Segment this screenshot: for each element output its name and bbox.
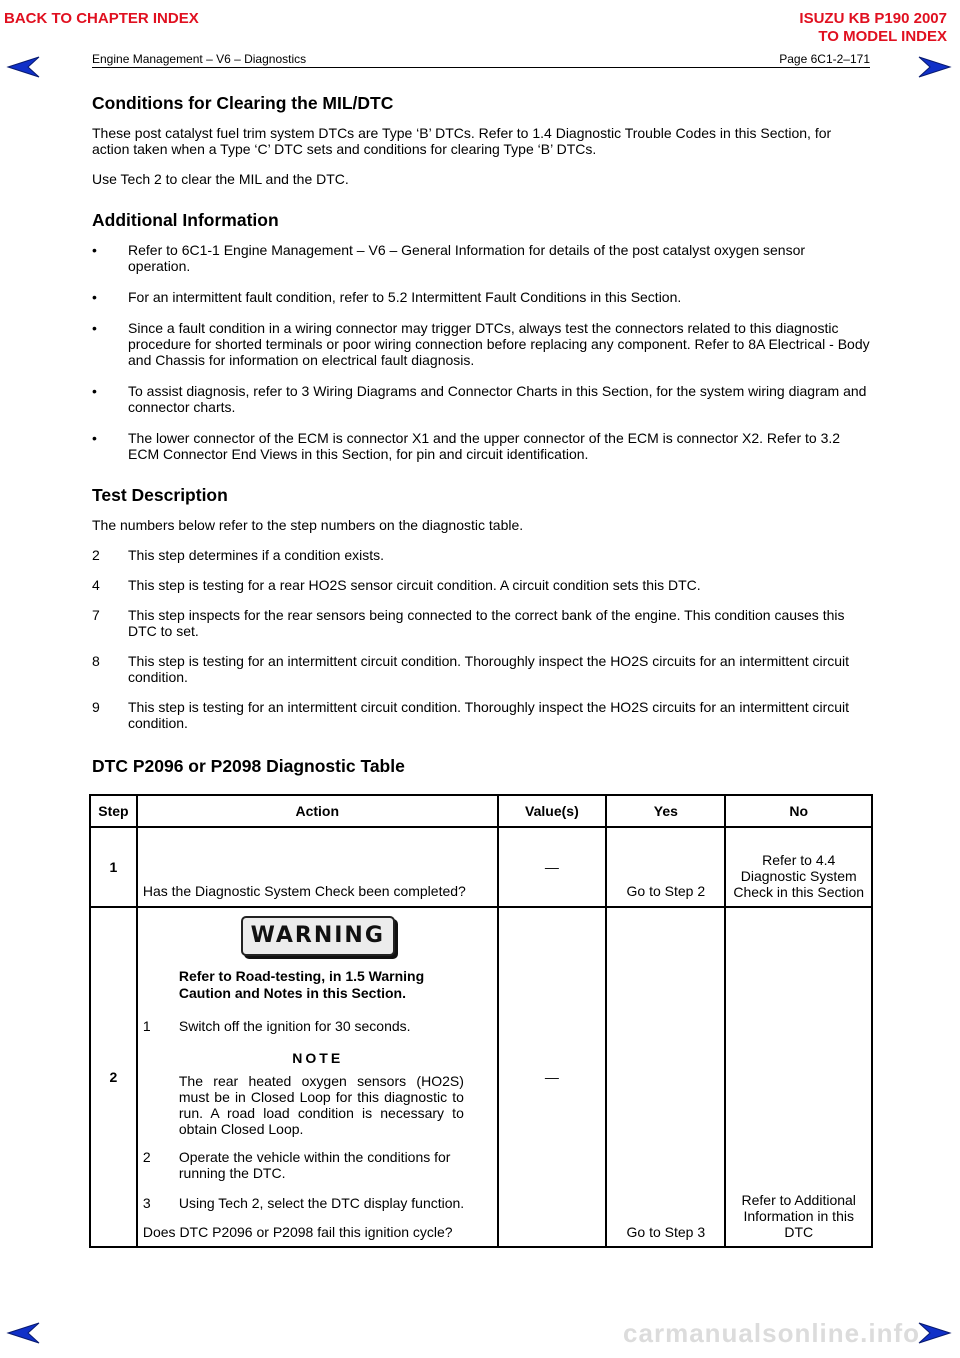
header-no: No — [725, 795, 872, 827]
test-item — [92, 547, 870, 563]
bullet-text: To assist diagnosis, refer to 3 Wiring Diagrams and Connector Charts in this Section, for the system wiring diagram and connector charts. — [128, 383, 867, 415]
bullet-text: Since a fault condition in a wiring connector may trigger DTCs, always test the connectors related to this diagnostic procedure for shorted terminals or poor wiring connection before replacing any component. Refer to 8A Electrical - Body and Chassis for information on electrical fault diagnosis. — [128, 320, 870, 368]
next-page-arrow-top[interactable] — [918, 56, 952, 83]
warning-block — [143, 916, 493, 956]
test-item — [92, 607, 870, 639]
bullet-dot: • — [92, 430, 97, 446]
running-header-title: Engine Management – V6 – Diagnostics — [92, 52, 307, 66]
bullet-dot: • — [92, 320, 97, 336]
test-item-text: This step inspects for the rear sensors being connected to the correct bank of the engine. This condition causes this DTC to set. — [128, 607, 845, 639]
test-item-number: 4 — [92, 577, 100, 593]
page-content — [92, 92, 870, 777]
test-item-number: 8 — [92, 653, 100, 669]
section-title-table: DTC P2096 or P2098 Diagnostic Table — [92, 756, 405, 776]
action-step-number: 2 — [142, 1149, 151, 1165]
bullet-item — [92, 289, 870, 305]
clearing-tech2-paragraph: Use Tech 2 to clear the MIL and the DTC. — [92, 171, 349, 187]
model-title: ISUZU KB P190 2007 — [799, 10, 947, 27]
bullet-text: For an intermittent fault condition, refer to 5.2 Intermittent Fault Conditions in this Section. — [128, 289, 682, 305]
diagnostic-table — [89, 794, 873, 1248]
header-values: Value(s) — [498, 795, 607, 827]
test-item-text: This step is testing for an intermittent circuit condition. Thoroughly inspect the HO2S circuits for an intermittent circuit condition. — [128, 699, 850, 731]
action-step-number: 3 — [142, 1195, 151, 1211]
table-row — [90, 827, 872, 907]
arrow-right-icon — [918, 1322, 952, 1344]
test-item-number: 9 — [92, 699, 100, 715]
bullet-text: The lower connector of the ECM is connector X1 and the upper connector of the ECM is connector X2. Refer to 3.2 ECM Connector End Views in this Section, for pin and circuit identification. — [128, 430, 841, 462]
step-number: 2 — [90, 907, 137, 1247]
bullet-dot: • — [92, 383, 97, 399]
test-item — [92, 577, 870, 593]
action-step-text: Switch off the ignition for 30 seconds. — [178, 1018, 411, 1034]
yes-cell: Go to Step 3 — [606, 907, 725, 1247]
bullet-item — [92, 242, 870, 274]
model-index-label: TO MODEL INDEX — [818, 28, 947, 45]
note-label: NOTE — [292, 1050, 344, 1066]
warning-badge: WARNING — [241, 916, 395, 956]
action-question: Does DTC P2096 or P2098 fail this ignition cycle? — [142, 1224, 453, 1240]
action-step-text: Using Tech 2, select the DTC display function. — [178, 1195, 465, 1211]
back-to-chapter-index-link[interactable]: BACK TO CHAPTER INDEX — [4, 10, 199, 27]
section-title-additional: Additional Information — [92, 210, 279, 230]
action-step-text: Operate the vehicle within the conditions for running the DTC. — [178, 1149, 451, 1181]
test-item — [92, 699, 870, 731]
test-item-number: 2 — [92, 547, 100, 563]
bullet-item — [92, 320, 870, 368]
bullet-item — [92, 383, 870, 415]
no-cell: Refer to 4.4 Diagnostic System Check in this Section — [725, 827, 872, 907]
table-header-row — [90, 795, 872, 827]
action-step — [143, 1018, 493, 1034]
bullet-dot: • — [92, 242, 97, 258]
action-step — [143, 1195, 493, 1211]
test-item-text: This step is testing for a rear HO2S sensor circuit condition. A circuit condition sets this DTC. — [128, 577, 701, 593]
test-item-text: This step determines if a condition exists. — [128, 547, 385, 563]
no-cell: Refer to Additional Information in this DTC — [725, 907, 872, 1247]
action-step-number: 1 — [142, 1018, 151, 1034]
bullet-dot: • — [92, 289, 97, 305]
test-intro: The numbers below refer to the step numbers on the diagnostic table. — [92, 517, 524, 533]
bullet-item — [92, 430, 870, 462]
note-text: The rear heated oxygen sensors (HO2S) must be in Closed Loop for this diagnostic to run. A road load condition is necessary to obtain Closed Loop. — [178, 1073, 464, 1137]
value-cell: — — [498, 827, 607, 907]
step-number: 1 — [90, 827, 137, 907]
table-row — [90, 907, 872, 1247]
watermark: carmanualsonline.info — [623, 1318, 920, 1348]
action-cell — [137, 907, 498, 1247]
header-step: Step — [90, 795, 137, 827]
next-page-arrow-bottom[interactable] — [918, 1322, 952, 1349]
prev-page-arrow-top[interactable] — [6, 56, 40, 83]
action-step — [143, 1149, 493, 1181]
header-action: Action — [137, 795, 498, 827]
arrow-right-icon — [918, 56, 952, 78]
page-number: Page 6C1-2–171 — [779, 52, 870, 66]
action-cell: Has the Diagnostic System Check been completed? — [137, 827, 498, 907]
value-cell: — — [498, 907, 607, 1247]
section-title-clearing: Conditions for Clearing the MIL/DTC — [92, 93, 394, 113]
to-model-index-link[interactable] — [799, 10, 947, 46]
test-item-number: 7 — [92, 607, 100, 623]
section-title-test: Test Description — [92, 485, 228, 505]
arrow-left-icon — [6, 56, 40, 78]
warning-text: Refer to Road-testing, in 1.5 Warning Caution and Notes in this Section. — [178, 968, 425, 1001]
clearing-paragraph: These post catalyst fuel trim system DTCs are Type ‘B’ DTCs. Refer to 1.4 Diagnostic Trouble Codes in this Section, for action taken when a Type ‘C’ DTC sets and conditions for clearing Type ‘B’ DTCs. — [92, 125, 832, 157]
header-yes: Yes — [606, 795, 725, 827]
test-item — [92, 653, 870, 685]
yes-cell: Go to Step 2 — [606, 827, 725, 907]
prev-page-arrow-bottom[interactable] — [6, 1322, 40, 1349]
header-rule — [92, 67, 870, 68]
bullet-text: Refer to 6C1-1 Engine Management – V6 – General Information for details of the post catalyst oxygen sensor operation. — [128, 242, 806, 274]
test-item-text: This step is testing for an intermittent circuit condition. Thoroughly inspect the HO2S circuits for an intermittent circuit condition. — [128, 653, 850, 685]
arrow-left-icon — [6, 1322, 40, 1344]
